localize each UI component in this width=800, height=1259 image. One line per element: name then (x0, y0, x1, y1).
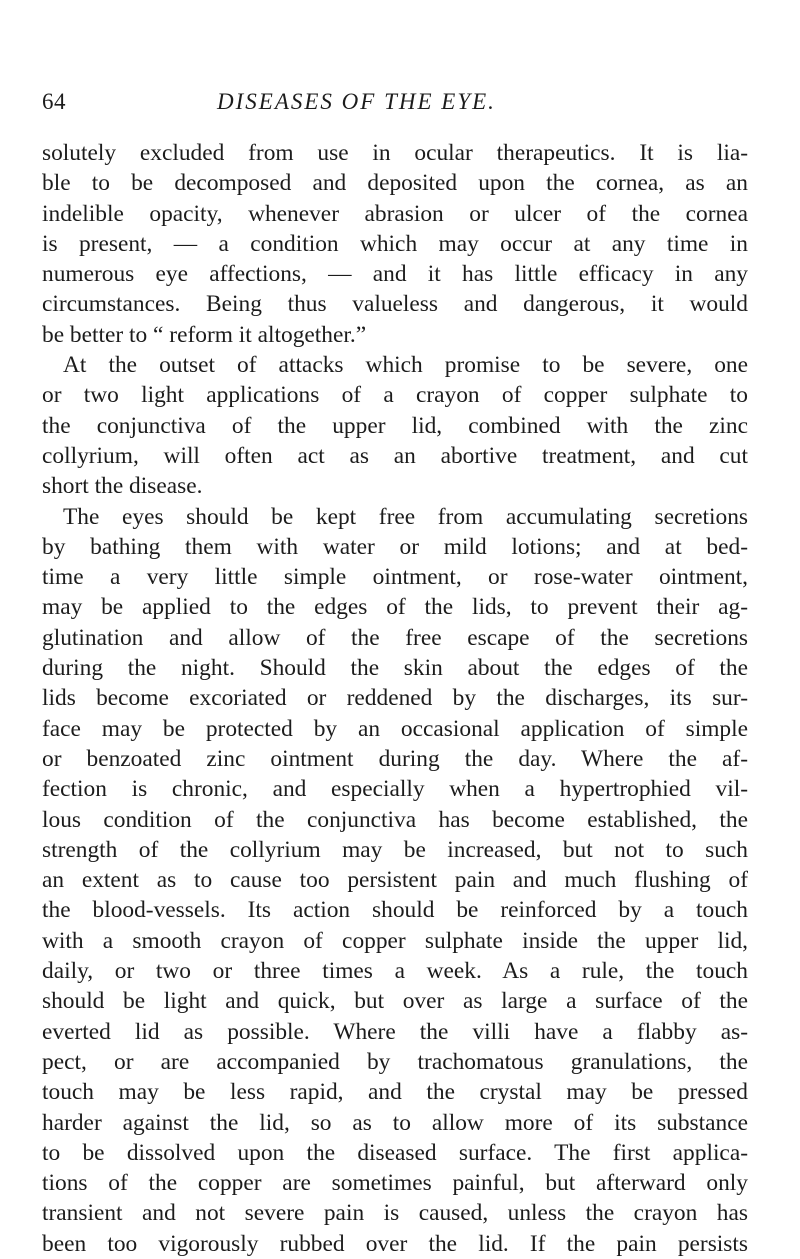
text-line: pect, or are accompanied by trachomatous granulations, the (42, 1048, 748, 1075)
text-line: may be applied to the edges of the lids, to prevent their ag- (42, 594, 748, 621)
text-line: should be light and quick, but over as large a surface of the (42, 988, 748, 1015)
text-line: everted lid as possible. Where the villi have a flabby as- (42, 1018, 748, 1045)
text-line: transient and not severe pain is caused, unless the crayon has (42, 1200, 748, 1227)
page-number: 64 (42, 89, 66, 114)
text-line: by bathing them with water or mild lotions; and at bed- (42, 533, 748, 560)
text-line: face may be protected by an occasional application of simple (42, 715, 748, 742)
text-line: numerous eye affections, — and it has little efficacy in any (42, 261, 748, 288)
text-line: fection is chronic, and especially when a hypertrophied vil- (42, 776, 748, 803)
text-line: during the night. Should the skin about the edges of the (42, 655, 748, 682)
text-line: lous condition of the conjunctiva has become established, the (42, 806, 748, 833)
text-line: ble to be decomposed and deposited upon the cornea, as an (42, 170, 748, 197)
text-line: At the outset of attacks which promise to be severe, one (63, 352, 748, 379)
text-line: with a smooth crayon of copper sulphate inside the upper lid, (42, 927, 748, 954)
text-line: to be dissolved upon the diseased surface. The first applica- (42, 1139, 748, 1166)
text-line: the conjunctiva of the upper lid, combined with the zinc (42, 412, 748, 439)
text-line: lids become excoriated or reddened by the discharges, its sur- (42, 685, 748, 712)
text-line: or benzoated zinc ointment during the day. Where the af- (42, 745, 748, 772)
text-line: time a very little simple ointment, or rose-water ointment, (42, 564, 748, 591)
text-line: The eyes should be kept free from accumulating secretions (63, 503, 748, 530)
text-line: short the disease. (42, 473, 203, 500)
text-line: be better to “ reform it altogether.” (42, 321, 367, 348)
text-line: an extent as to cause too persistent pain and much flushing of (42, 867, 748, 894)
text-line: circumstances. Being thus valueless and dangerous, it would (42, 291, 748, 318)
text-line: been too vigorously rubbed over the lid. If the pain persists (42, 1230, 748, 1257)
text-line: glutination and allow of the free escape of the secretions (42, 624, 748, 651)
text-line: solutely excluded from use in ocular therapeutics. It is lia- (42, 140, 748, 166)
text-line: strength of the collyrium may be increased, but not to such (42, 836, 748, 863)
text-line: daily, or two or three times a week. As a rule, the touch (42, 958, 748, 985)
text-line: harder against the lid, so as to allow more of its substance (42, 1109, 748, 1136)
text-line: indelible opacity, whenever abrasion or ulcer of the cornea (42, 200, 748, 227)
page-header (42, 89, 742, 119)
text-line: is present, — a condition which may occur at any time in (42, 230, 748, 257)
text-line: collyrium, will often act as an abortive treatment, and cut (42, 442, 748, 469)
text-line: or two light applications of a crayon of copper sulphate to (42, 382, 748, 409)
text-line: the blood-vessels. Its action should be reinforced by a touch (42, 897, 748, 924)
text-line: touch may be less rapid, and the crystal may be pressed (42, 1079, 748, 1106)
text-line: tions of the copper are sometimes painful, but afterward only (42, 1170, 748, 1197)
body-text (42, 138, 748, 1259)
running-head: DISEASES OF THE EYE. (217, 89, 496, 114)
